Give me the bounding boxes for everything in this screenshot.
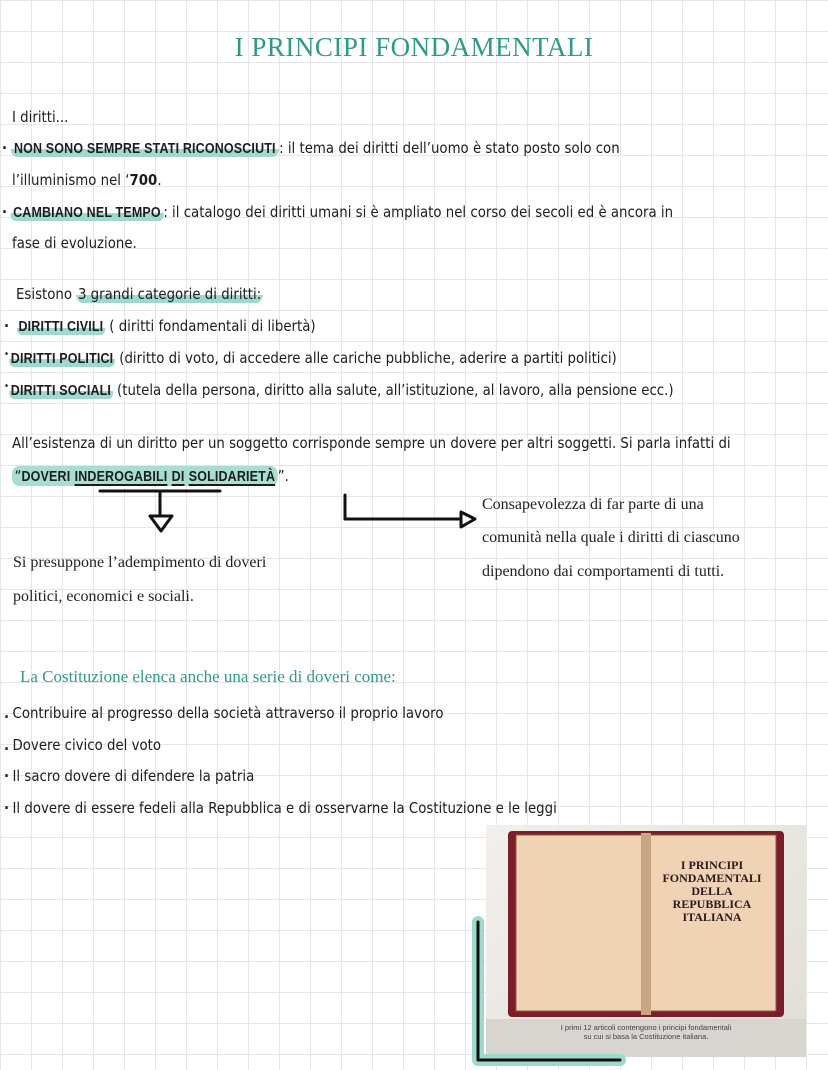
categories-intro-text: Esistono: [16, 285, 77, 303]
dovere-item-2: . Dovere civico del voto: [4, 736, 162, 754]
book-title-line-5: ITALIANA: [682, 910, 742, 924]
doveri-quote-close: ”.: [277, 467, 289, 485]
dovere-item-1-text: Contribuire al progresso della società attraverso il proprio lavoro: [12, 704, 444, 722]
category-civili-key: DIRITTI CIVILI: [18, 319, 104, 335]
point-1-text: : il tema dei diritti dell’uomo è stato posto solo con: [279, 139, 620, 157]
category-civili-text: ( diritti fondamentali di libertà): [105, 317, 316, 335]
dovere-item-2-text: Dovere civico del voto: [12, 736, 162, 754]
point-2-key: CAMBIANO NEL TEMPO: [11, 205, 164, 221]
book-title-line-3: DELLA: [691, 884, 733, 898]
right-note-3: dipendono dai comportamenti di tutti.: [482, 563, 725, 580]
category-politici: • DIRITTI POLITICI (diritto di voto, di accedere alle cariche pubbliche, aderire a partiti politici): [4, 349, 617, 367]
category-sociali-text: (tutela della persona, diritto alla salute, all’istituzione, al lavoro, alla pensione ecc.): [112, 381, 674, 399]
category-politici-key: DIRITTI POLITICI: [10, 351, 114, 367]
dovere-item-4: · Il dovere di essere fedeli alla Repubblica e di osservarne la Costituzione e le leggi: [4, 799, 557, 817]
category-sociali-key: DIRITTI SOCIALI: [10, 383, 112, 399]
categories-intro-highlight: 3 grandi categorie di diritti:: [77, 285, 262, 303]
doveri-line-1: All’esistenza di un diritto per un soggetto corrisponde sempre un dovere per altri soggetti. Si parla infatti di: [12, 434, 731, 452]
dovere-item-3: · Il sacro dovere di difendere la patria: [4, 767, 255, 785]
point-2-text: : il catalogo dei diritti umani si è ampliato nel corso dei secoli ed è ancora in: [163, 203, 674, 221]
book-caption-line-2: su cui si basa la Costituzione italiana.: [583, 1032, 709, 1041]
left-note-2: politici, economici e sociali.: [13, 588, 194, 605]
doveri-word-di: DI: [171, 469, 185, 485]
dovere-item-1: . Contribuire al progresso della società attraverso il proprio lavoro: [4, 704, 444, 722]
point-2-cont: fase di evoluzione.: [12, 234, 137, 252]
book-title-line-2: FONDAMENTALI: [662, 871, 762, 885]
category-politici-text: (diritto di voto, di accedere alle cariche pubbliche, aderire a partiti politici): [115, 349, 617, 367]
point-1-cont-end: .: [157, 171, 162, 189]
left-note-1: Si presuppone l’adempimento di doveri: [13, 554, 267, 571]
right-note-1: Consapevolezza di far parte di una: [482, 496, 704, 513]
doveri-word-inderogabili: INDEROGABILI: [74, 469, 168, 485]
category-civili: · DIRITTI CIVILI ( diritti fondamentali di libertà): [4, 317, 316, 335]
dovere-item-3-text: Il sacro dovere di difendere la patria: [12, 767, 255, 785]
book-caption-line-1: I primi 12 articoli contengono i principi fondamentali: [560, 1023, 732, 1032]
point-2: · CAMBIANO NEL TEMPO : il catalogo dei diritti umani si è ampliato nel corso dei secoli ed è ancora in: [2, 203, 674, 221]
doveri-word-solidarieta: SOLIDARIETÀ: [188, 469, 276, 485]
intro-text: I diritti...: [12, 108, 69, 126]
book-title-line-1: I PRINCIPI: [680, 858, 744, 872]
point-1-cont-bold: 700: [129, 171, 158, 189]
doveri-quote-open: “: [14, 467, 22, 485]
right-note-2: comunità nella quale i diritti di ciascuno: [482, 529, 740, 546]
doveri-word-doveri: DOVERI: [21, 469, 71, 485]
point-1-key: NON SONO SEMPRE STATI RICONOSCIUTI: [11, 141, 280, 157]
point-1-cont-text: l’illuminismo nel ‘: [12, 171, 130, 189]
category-sociali: • DIRITTI SOCIALI (tutela della persona, diritto alla salute, all’istituzione, al lavoro, alla pensione ecc.): [4, 381, 674, 399]
dovere-item-4-text: Il dovere di essere fedeli alla Repubblica e di osservarne la Costituzione e le leggi: [12, 799, 557, 817]
book-title-line-4: REPUBBLICA: [672, 897, 752, 911]
point-1: · NON SONO SEMPRE STATI RICONOSCIUTI : il tema dei diritti dell’uomo è stato posto solo con: [2, 139, 620, 157]
costituzione-intro: La Costituzione elenca anche una serie di doveri come:: [20, 667, 396, 686]
page-title: I PRINCIPI FONDAMENTALI: [234, 32, 594, 62]
